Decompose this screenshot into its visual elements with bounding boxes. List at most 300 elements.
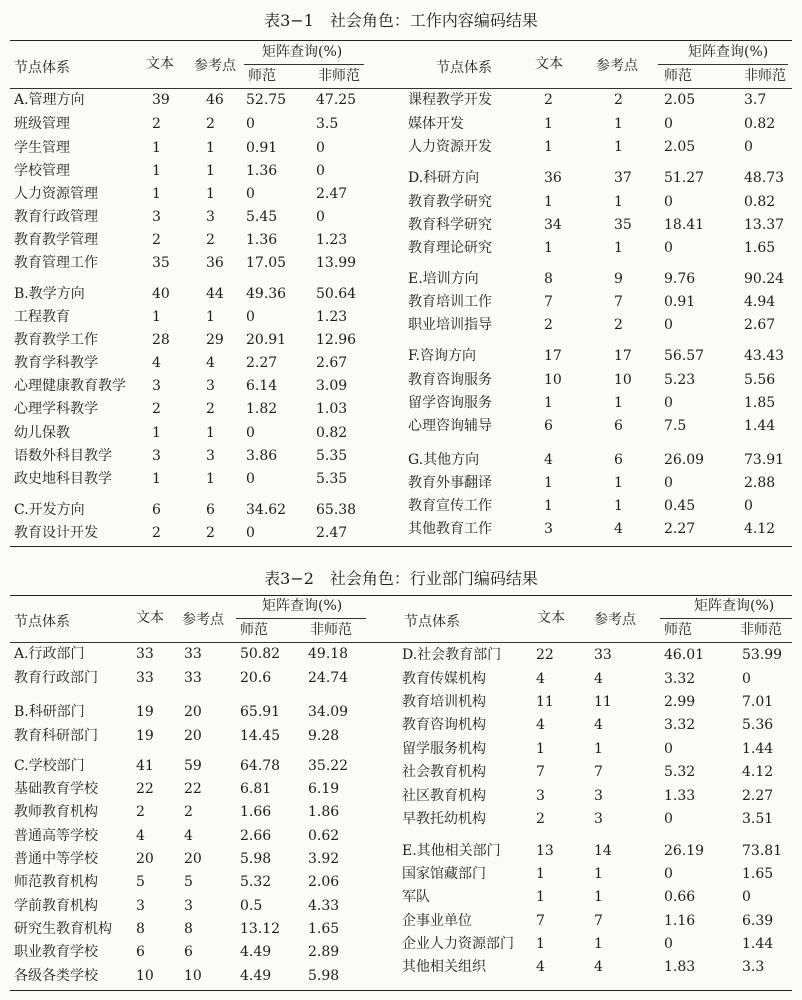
category-row-label: B.教学方向 xyxy=(14,286,85,302)
cell-text-count: 1 xyxy=(536,936,545,952)
cell-text-count: 1 xyxy=(152,163,161,179)
subcategory-row-label: 企事业单位 xyxy=(402,913,472,929)
cell-feishifan-pct: 1.44 xyxy=(742,741,774,757)
cell-reference-count: 3 xyxy=(206,378,215,394)
subcategory-row-label: 政史地科目教学 xyxy=(14,471,112,487)
cell-shifan-pct: 4.49 xyxy=(240,944,272,960)
cell-reference-count: 22 xyxy=(184,781,202,797)
cell-text-count: 2 xyxy=(152,525,161,541)
cell-feishifan-pct: 1.85 xyxy=(744,395,776,411)
cell-reference-count: 35 xyxy=(614,217,632,233)
subcategory-row-label: 心理咨询辅导 xyxy=(408,418,492,434)
cell-reference-count: 36 xyxy=(206,255,224,271)
cell-shifan-pct: 5.32 xyxy=(664,764,696,780)
cell-shifan-pct: 14.45 xyxy=(240,728,281,744)
cell-reference-count: 6 xyxy=(614,452,623,468)
cell-shifan-pct: 1.36 xyxy=(246,163,278,179)
cell-shifan-pct: 0 xyxy=(664,240,673,256)
cell-shifan-pct: 3.32 xyxy=(664,671,696,687)
cell-feishifan-pct: 13.37 xyxy=(744,217,785,233)
cell-reference-count: 2 xyxy=(206,525,215,541)
cell-feishifan-pct: 24.74 xyxy=(308,670,349,686)
category-row-label: F.咨询方向 xyxy=(408,348,476,364)
cell-reference-count: 33 xyxy=(594,647,612,663)
cell-shifan-pct: 26.09 xyxy=(664,452,705,468)
cell-text-count: 8 xyxy=(136,921,145,937)
cell-reference-count: 10 xyxy=(614,372,632,388)
cell-shifan-pct: 46.01 xyxy=(664,647,705,663)
cell-text-count: 20 xyxy=(136,851,154,867)
cell-shifan-pct: 0 xyxy=(664,811,673,827)
cell-reference-count: 20 xyxy=(184,728,202,744)
subcategory-row-label: 教育咨询服务 xyxy=(408,372,492,388)
matrix-header-underline xyxy=(658,64,788,65)
cell-feishifan-pct: 6.39 xyxy=(742,913,774,929)
subcategory-row-label: 基础教育学校 xyxy=(14,781,98,797)
cell-shifan-pct: 13.12 xyxy=(240,921,281,937)
cell-reference-count: 1 xyxy=(614,498,623,514)
cell-text-count: 1 xyxy=(536,866,545,882)
cell-text-count: 4 xyxy=(536,717,545,733)
cell-shifan-pct: 0 xyxy=(664,116,673,132)
cell-feishifan-pct: 49.18 xyxy=(308,646,349,662)
cell-shifan-pct: 0 xyxy=(246,425,255,441)
col-header-feishifan: 非师范 xyxy=(740,622,782,638)
cell-feishifan-pct: 5.35 xyxy=(316,471,348,487)
col-header-matrix: 矩阵查询(%) xyxy=(688,44,769,60)
subcategory-row-label: 学生管理 xyxy=(14,140,70,156)
cell-feishifan-pct: 34.09 xyxy=(308,704,349,720)
category-row-label: A.管理方向 xyxy=(14,92,85,108)
category-row-label: D.社会教育部门 xyxy=(402,647,502,663)
subcategory-row-label: 心理健康教育教学 xyxy=(14,378,126,394)
cell-shifan-pct: 1.83 xyxy=(664,959,696,975)
cell-text-count: 33 xyxy=(136,670,154,686)
cell-text-count: 10 xyxy=(136,968,154,984)
col-header-node: 节点体系 xyxy=(14,60,70,76)
cell-shifan-pct: 0 xyxy=(664,741,673,757)
table1-header-rule xyxy=(10,88,792,89)
subcategory-row-label: 教育理论研究 xyxy=(408,240,492,256)
cell-feishifan-pct: 0.82 xyxy=(316,425,348,441)
cell-reference-count: 7 xyxy=(614,294,623,310)
cell-reference-count: 29 xyxy=(206,332,224,348)
cell-reference-count: 4 xyxy=(614,521,623,537)
cell-shifan-pct: 1.16 xyxy=(664,913,696,929)
cell-text-count: 2 xyxy=(152,116,161,132)
cell-reference-count: 1 xyxy=(206,163,215,179)
subcategory-row-label: 教育管理工作 xyxy=(14,255,98,271)
cell-text-count: 3 xyxy=(152,448,161,464)
cell-feishifan-pct: 9.28 xyxy=(308,728,340,744)
cell-text-count: 2 xyxy=(152,232,161,248)
cell-text-count: 4 xyxy=(136,828,145,844)
cell-feishifan-pct: 2.67 xyxy=(316,355,348,371)
cell-feishifan-pct: 0 xyxy=(744,139,753,155)
cell-feishifan-pct: 73.81 xyxy=(742,843,783,859)
cell-reference-count: 2 xyxy=(206,232,215,248)
subcategory-row-label: 其他相关组织 xyxy=(402,959,486,975)
cell-reference-count: 1 xyxy=(594,889,603,905)
col-header-refs: 参考点 xyxy=(596,58,638,74)
cell-text-count: 1 xyxy=(544,139,553,155)
cell-shifan-pct: 0.45 xyxy=(664,498,696,514)
cell-shifan-pct: 0 xyxy=(664,866,673,882)
subcategory-row-label: 社区教育机构 xyxy=(402,788,486,804)
cell-feishifan-pct: 1.65 xyxy=(744,240,776,256)
cell-shifan-pct: 9.76 xyxy=(664,271,696,287)
cell-text-count: 1 xyxy=(544,395,553,411)
subcategory-row-label: 学前教育机构 xyxy=(14,898,98,914)
subcategory-row-label: 教育行政部门 xyxy=(14,670,98,686)
cell-text-count: 2 xyxy=(536,811,545,827)
cell-reference-count: 3 xyxy=(206,209,215,225)
cell-shifan-pct: 0 xyxy=(664,395,673,411)
cell-feishifan-pct: 3.3 xyxy=(742,959,765,975)
category-row-label: D.科研方向 xyxy=(408,170,480,186)
cell-reference-count: 1 xyxy=(614,139,623,155)
cell-text-count: 11 xyxy=(536,694,554,710)
cell-shifan-pct: 0 xyxy=(246,116,255,132)
cell-feishifan-pct: 1.65 xyxy=(308,921,340,937)
cell-reference-count: 4 xyxy=(594,671,603,687)
cell-text-count: 1 xyxy=(152,425,161,441)
cell-feishifan-pct: 0 xyxy=(742,889,751,905)
cell-text-count: 1 xyxy=(544,116,553,132)
cell-text-count: 7 xyxy=(536,913,545,929)
subcategory-row-label: 教育培训机构 xyxy=(402,694,486,710)
subcategory-row-label: 心理学科教学 xyxy=(14,401,98,417)
cell-text-count: 1 xyxy=(544,240,553,256)
cell-shifan-pct: 0 xyxy=(246,186,255,202)
subcategory-row-label: 课程教学开发 xyxy=(408,92,492,108)
cell-reference-count: 1 xyxy=(614,194,623,210)
subcategory-row-label: 教育学科教学 xyxy=(14,355,98,371)
cell-feishifan-pct: 5.36 xyxy=(742,717,774,733)
cell-reference-count: 17 xyxy=(614,348,632,364)
category-row-label: G.其他方向 xyxy=(408,452,480,468)
cell-feishifan-pct: 53.99 xyxy=(742,647,783,663)
cell-feishifan-pct: 0.62 xyxy=(308,828,340,844)
cell-feishifan-pct: 4.94 xyxy=(744,294,776,310)
cell-text-count: 4 xyxy=(536,671,545,687)
cell-text-count: 3 xyxy=(536,788,545,804)
cell-feishifan-pct: 2.88 xyxy=(744,475,776,491)
cell-reference-count: 5 xyxy=(184,874,193,890)
cell-text-count: 6 xyxy=(136,944,145,960)
cell-text-count: 2 xyxy=(544,317,553,333)
cell-text-count: 1 xyxy=(152,186,161,202)
cell-text-count: 40 xyxy=(152,286,170,302)
subcategory-row-label: 国家馆藏部门 xyxy=(402,866,486,882)
subcategory-row-label: 普通高等学校 xyxy=(14,828,98,844)
cell-feishifan-pct: 0 xyxy=(744,498,753,514)
cell-text-count: 7 xyxy=(536,764,545,780)
cell-shifan-pct: 20.91 xyxy=(246,332,287,348)
cell-reference-count: 4 xyxy=(594,959,603,975)
cell-reference-count: 1 xyxy=(206,140,215,156)
cell-text-count: 4 xyxy=(544,452,553,468)
cell-feishifan-pct: 0 xyxy=(316,209,325,225)
cell-shifan-pct: 2.05 xyxy=(664,139,696,155)
cell-text-count: 6 xyxy=(544,418,553,434)
cell-feishifan-pct: 3.5 xyxy=(316,116,339,132)
cell-feishifan-pct: 4.33 xyxy=(308,898,340,914)
cell-shifan-pct: 1.82 xyxy=(246,401,278,417)
subcategory-row-label: 职业教育学校 xyxy=(14,944,98,960)
subcategory-row-label: 教育外事翻译 xyxy=(408,475,492,491)
cell-text-count: 34 xyxy=(544,217,562,233)
table2-top-rule xyxy=(10,595,792,596)
cell-shifan-pct: 2.27 xyxy=(664,521,696,537)
cell-reference-count: 9 xyxy=(614,271,623,287)
cell-reference-count: 20 xyxy=(184,704,202,720)
cell-reference-count: 2 xyxy=(184,804,193,820)
subcategory-row-label: 研究生教育机构 xyxy=(14,921,112,937)
cell-shifan-pct: 3.86 xyxy=(246,448,278,464)
matrix-header-underline xyxy=(244,64,364,65)
cell-shifan-pct: 0 xyxy=(664,475,673,491)
cell-text-count: 3 xyxy=(136,898,145,914)
cell-feishifan-pct: 65.38 xyxy=(316,502,357,518)
matrix-header-underline xyxy=(660,618,792,619)
col-header-refs: 参考点 xyxy=(594,612,636,628)
cell-feishifan-pct: 5.98 xyxy=(308,968,340,984)
col-header-node: 节点体系 xyxy=(14,614,70,630)
cell-shifan-pct: 1.36 xyxy=(246,232,278,248)
cell-feishifan-pct: 90.24 xyxy=(744,271,785,287)
col-header-feishifan: 非师范 xyxy=(310,622,352,638)
cell-feishifan-pct: 1.65 xyxy=(742,866,774,882)
col-header-feishifan: 非师范 xyxy=(318,68,360,84)
cell-feishifan-pct: 6.19 xyxy=(308,781,340,797)
subcategory-row-label: 教育培训工作 xyxy=(408,294,492,310)
cell-feishifan-pct: 2.06 xyxy=(308,874,340,890)
col-header-refs: 参考点 xyxy=(194,58,236,74)
category-row-label: C.学校部门 xyxy=(14,758,85,774)
cell-reference-count: 1 xyxy=(614,395,623,411)
subcategory-row-label: 其他教育工作 xyxy=(408,521,492,537)
cell-reference-count: 4 xyxy=(594,717,603,733)
col-header-matrix: 矩阵查询(%) xyxy=(262,44,343,60)
cell-shifan-pct: 51.27 xyxy=(664,170,705,186)
cell-shifan-pct: 0 xyxy=(664,936,673,952)
cell-shifan-pct: 65.91 xyxy=(240,704,281,720)
cell-shifan-pct: 17.05 xyxy=(246,255,287,271)
category-row-label: C.开发方向 xyxy=(14,502,85,518)
cell-reference-count: 1 xyxy=(614,240,623,256)
col-header-text: 文本 xyxy=(136,610,164,626)
cell-shifan-pct: 0.91 xyxy=(664,294,696,310)
category-row-label: E.其他相关部门 xyxy=(402,843,501,859)
cell-reference-count: 11 xyxy=(594,694,612,710)
subcategory-row-label: 军队 xyxy=(402,889,430,905)
subcategory-row-label: 教育教学研究 xyxy=(408,194,492,210)
cell-shifan-pct: 5.45 xyxy=(246,209,278,225)
cell-feishifan-pct: 1.86 xyxy=(308,804,340,820)
subcategory-row-label: 教育教学管理 xyxy=(14,232,98,248)
cell-text-count: 41 xyxy=(136,758,154,774)
cell-shifan-pct: 1.33 xyxy=(664,788,696,804)
cell-feishifan-pct: 50.64 xyxy=(316,286,357,302)
subcategory-row-label: 班级管理 xyxy=(14,116,70,132)
cell-reference-count: 14 xyxy=(594,843,612,859)
cell-text-count: 1 xyxy=(544,194,553,210)
cell-shifan-pct: 0 xyxy=(664,194,673,210)
col-header-text: 文本 xyxy=(537,610,565,626)
subcategory-row-label: 教育行政管理 xyxy=(14,209,98,225)
cell-feishifan-pct: 43.43 xyxy=(744,348,785,364)
subcategory-row-label: 教育科学研究 xyxy=(408,217,492,233)
col-header-shifan: 师范 xyxy=(248,68,276,84)
table1-bottom-rule xyxy=(10,546,792,547)
cell-feishifan-pct: 3.51 xyxy=(742,811,774,827)
cell-text-count: 1 xyxy=(544,475,553,491)
cell-reference-count: 2 xyxy=(614,92,623,108)
cell-feishifan-pct: 1.44 xyxy=(744,418,776,434)
cell-reference-count: 3 xyxy=(594,788,603,804)
cell-text-count: 10 xyxy=(544,372,562,388)
cell-shifan-pct: 2.27 xyxy=(246,355,278,371)
cell-shifan-pct: 5.32 xyxy=(240,874,272,890)
cell-text-count: 35 xyxy=(152,255,170,271)
cell-reference-count: 1 xyxy=(594,741,603,757)
subcategory-row-label: 普通中等学校 xyxy=(14,851,98,867)
cell-feishifan-pct: 2.89 xyxy=(308,944,340,960)
cell-text-count: 1 xyxy=(544,498,553,514)
cell-shifan-pct: 0 xyxy=(664,317,673,333)
cell-shifan-pct: 49.36 xyxy=(246,286,287,302)
cell-reference-count: 1 xyxy=(206,309,215,325)
cell-feishifan-pct: 3.92 xyxy=(308,851,340,867)
cell-text-count: 3 xyxy=(152,378,161,394)
cell-shifan-pct: 2.66 xyxy=(240,828,272,844)
cell-shifan-pct: 7.5 xyxy=(664,418,687,434)
cell-reference-count: 33 xyxy=(184,670,202,686)
subcategory-row-label: 教育咨询机构 xyxy=(402,717,486,733)
cell-shifan-pct: 34.62 xyxy=(246,502,287,518)
cell-shifan-pct: 64.78 xyxy=(240,758,281,774)
cell-feishifan-pct: 3.09 xyxy=(316,378,348,394)
cell-reference-count: 1 xyxy=(206,186,215,202)
cell-feishifan-pct: 73.91 xyxy=(744,452,785,468)
cell-feishifan-pct: 4.12 xyxy=(742,764,774,780)
cell-text-count: 33 xyxy=(136,646,154,662)
matrix-header-underline xyxy=(236,618,366,619)
subcategory-row-label: 人力资源管理 xyxy=(14,186,98,202)
cell-reference-count: 7 xyxy=(594,913,603,929)
col-header-shifan: 师范 xyxy=(664,622,692,638)
cell-text-count: 28 xyxy=(152,332,170,348)
subcategory-row-label: 教育宣传工作 xyxy=(408,498,492,514)
col-header-refs: 参考点 xyxy=(182,612,224,628)
cell-reference-count: 44 xyxy=(206,286,224,302)
col-header-feishifan: 非师范 xyxy=(744,68,786,84)
cell-feishifan-pct: 0.82 xyxy=(744,194,776,210)
cell-text-count: 39 xyxy=(152,92,170,108)
cell-reference-count: 2 xyxy=(206,401,215,417)
cell-feishifan-pct: 1.23 xyxy=(316,309,348,325)
cell-text-count: 3 xyxy=(544,521,553,537)
cell-shifan-pct: 50.82 xyxy=(240,646,281,662)
cell-feishifan-pct: 0 xyxy=(316,163,325,179)
cell-reference-count: 33 xyxy=(184,646,202,662)
col-header-node: 节点体系 xyxy=(436,60,492,76)
category-row-label: E.培训方向 xyxy=(408,271,479,287)
cell-feishifan-pct: 2.47 xyxy=(316,186,348,202)
cell-shifan-pct: 20.6 xyxy=(240,670,272,686)
cell-reference-count: 10 xyxy=(184,968,202,984)
cell-reference-count: 6 xyxy=(206,502,215,518)
cell-feishifan-pct: 5.56 xyxy=(744,372,776,388)
cell-shifan-pct: 0 xyxy=(246,525,255,541)
cell-feishifan-pct: 47.25 xyxy=(316,92,357,108)
cell-reference-count: 1 xyxy=(594,936,603,952)
cell-reference-count: 2 xyxy=(206,116,215,132)
subcategory-row-label: 教育传媒机构 xyxy=(402,671,486,687)
cell-shifan-pct: 3.32 xyxy=(664,717,696,733)
subcategory-row-label: 语数外科目教学 xyxy=(14,448,112,464)
cell-feishifan-pct: 13.99 xyxy=(316,255,357,271)
subcategory-row-label: 媒体开发 xyxy=(408,116,464,132)
cell-feishifan-pct: 3.7 xyxy=(744,92,767,108)
cell-text-count: 19 xyxy=(136,704,154,720)
cell-shifan-pct: 0 xyxy=(246,471,255,487)
cell-feishifan-pct: 1.03 xyxy=(316,401,348,417)
table2-bottom-rule xyxy=(10,990,792,991)
cell-text-count: 1 xyxy=(152,140,161,156)
cell-shifan-pct: 5.98 xyxy=(240,851,272,867)
subcategory-row-label: 留学服务机构 xyxy=(402,741,486,757)
cell-shifan-pct: 18.41 xyxy=(664,217,705,233)
col-header-matrix: 矩阵查询(%) xyxy=(694,598,775,614)
cell-shifan-pct: 2.99 xyxy=(664,694,696,710)
subcategory-row-label: 社会教育机构 xyxy=(402,764,486,780)
col-header-text: 文本 xyxy=(146,56,174,72)
table1-title: 表3−1 社会角色：工作内容编码结果 xyxy=(264,11,538,30)
cell-reference-count: 46 xyxy=(206,92,224,108)
cell-reference-count: 6 xyxy=(614,418,623,434)
cell-feishifan-pct: 1.44 xyxy=(742,936,774,952)
cell-feishifan-pct: 5.35 xyxy=(316,448,348,464)
cell-reference-count: 1 xyxy=(614,116,623,132)
cell-shifan-pct: 52.75 xyxy=(246,92,287,108)
cell-text-count: 36 xyxy=(544,170,562,186)
cell-feishifan-pct: 35.22 xyxy=(308,758,349,774)
cell-text-count: 1 xyxy=(536,741,545,757)
table1-top-rule xyxy=(10,40,792,41)
subcategory-row-label: 留学咨询服务 xyxy=(408,395,492,411)
col-header-shifan: 师范 xyxy=(240,622,268,638)
cell-feishifan-pct: 1.23 xyxy=(316,232,348,248)
cell-feishifan-pct: 0 xyxy=(742,671,751,687)
cell-text-count: 4 xyxy=(152,355,161,371)
subcategory-row-label: 早教托幼机构 xyxy=(402,811,486,827)
cell-feishifan-pct: 2.67 xyxy=(744,317,776,333)
cell-text-count: 7 xyxy=(544,294,553,310)
col-header-shifan: 师范 xyxy=(664,68,692,84)
cell-reference-count: 3 xyxy=(184,898,193,914)
cell-text-count: 19 xyxy=(136,728,154,744)
col-header-text: 文本 xyxy=(535,56,563,72)
cell-reference-count: 1 xyxy=(594,866,603,882)
cell-shifan-pct: 2.05 xyxy=(664,92,696,108)
cell-text-count: 5 xyxy=(136,874,145,890)
cell-reference-count: 3 xyxy=(594,811,603,827)
cell-feishifan-pct: 0 xyxy=(316,140,325,156)
cell-reference-count: 3 xyxy=(206,448,215,464)
cell-text-count: 2 xyxy=(544,92,553,108)
